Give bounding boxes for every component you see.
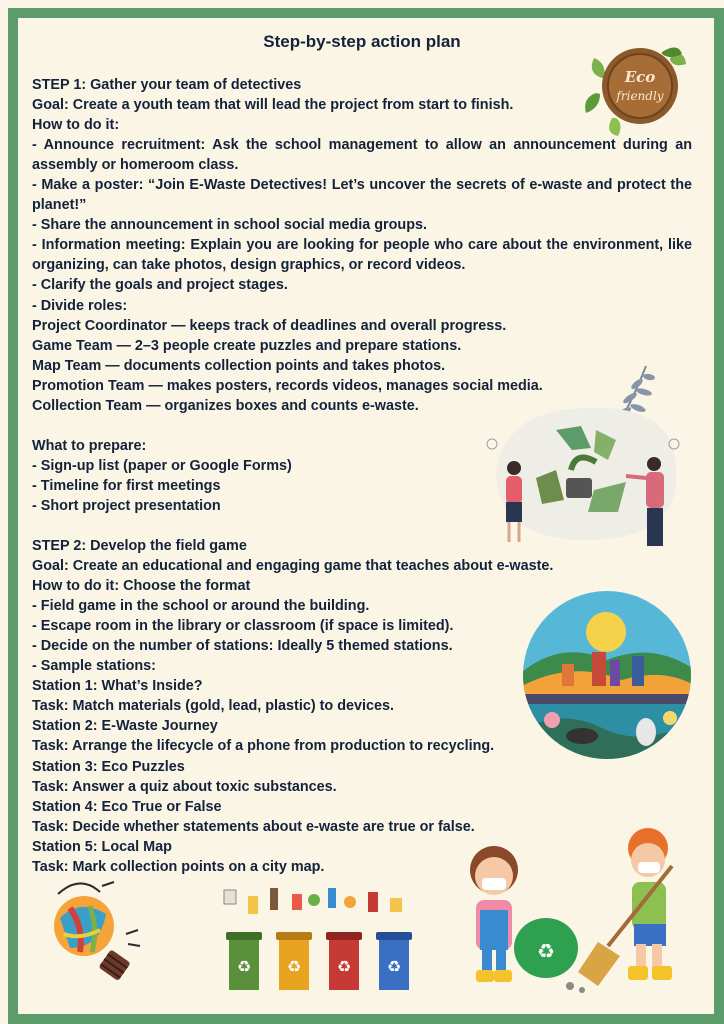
svg-text:♻: ♻: [386, 957, 402, 976]
step2-goal: Goal: Create an educational and engaging game that teaches about e-waste.: [32, 558, 554, 575]
step1-item: - Information meeting: Explain you are looking for people who care about the environment, like organizing, can take photos, design graphics, or record videos.: [32, 237, 692, 274]
step2-item: - Decide on the number of stations: Ideally 5 themed stations.: [32, 638, 453, 655]
step1-item: - Share the announcement in school social media groups.: [32, 217, 428, 234]
station-task: Task: Arrange the lifecycle of a phone from production to recycling.: [32, 738, 495, 755]
station-name: Station 5: Local Map: [32, 838, 172, 855]
recycling-bins-icon: [218, 880, 426, 996]
station-task: Task: Decide whether statements about e-waste are true or false.: [32, 818, 475, 835]
step1-heading: STEP 1: Gather your team of detectives: [32, 77, 302, 93]
prepare-item: - Timeline for first meetings: [32, 477, 221, 494]
badge-text-friendly: friendly: [616, 89, 664, 103]
role-item: Collection Team — organizes boxes and counts e-waste.: [32, 397, 419, 414]
role-item: Game Team — 2–3 people create puzzles and prepare stations.: [32, 337, 462, 354]
role-item: Project Coordinator — keeps track of deadlines and overall progress.: [32, 317, 507, 334]
svg-text:♻: ♻: [336, 957, 352, 976]
station-name: Station 2: E-Waste Journey: [32, 718, 218, 735]
lightbulb-icon: [40, 878, 144, 990]
badge-text-eco: Eco: [624, 68, 656, 86]
station-name: Station 1: What’s Inside?: [32, 678, 203, 695]
prepare-item: - Short project presentation: [32, 497, 221, 514]
role-item: Map Team — documents collection points and takes photos.: [32, 357, 446, 374]
step1-item: - Clarify the goals and project stages.: [32, 277, 288, 294]
recycling-people-illustration: [476, 390, 686, 550]
eco-city-circle-illustration: [522, 590, 692, 760]
step2-item: - Escape room in the library or classroom (if space is limited).: [32, 618, 454, 635]
step2-item: - Sample stations:: [32, 658, 156, 675]
step2-heading: STEP 2: Develop the field game: [32, 537, 247, 554]
step1-goal: Goal: Create a youth team that will lead the project from start to finish.: [32, 97, 514, 114]
station-name: Station 4: Eco True or False: [32, 798, 222, 815]
step2-how: How to do it: Choose the format: [32, 578, 251, 595]
step1-how: How to do it:: [32, 117, 120, 134]
step1-item: - Divide roles:: [32, 297, 128, 314]
step1-item: - Make a poster: “Join E-Waste Detectives! Let’s uncover the secrets of e-waste and protect the planet!”: [32, 177, 692, 214]
page-title: Step-by-step action plan: [263, 32, 461, 51]
svg-text:♻: ♻: [537, 939, 555, 963]
svg-text:♻: ♻: [286, 957, 302, 976]
kids-cleaning-illustration: [448, 826, 696, 996]
station-task: Task: Mark collection points on a city map.: [32, 858, 325, 875]
prepare-item: - Sign-up list (paper or Google Forms): [32, 457, 292, 474]
station-task: Task: Answer a quiz about toxic substances.: [32, 778, 337, 795]
step2-item: - Field game in the school or around the building.: [32, 598, 370, 615]
svg-text:♻: ♻: [236, 957, 252, 976]
station-task: Task: Match materials (gold, lead, plastic) to devices.: [32, 698, 395, 715]
prepare-heading: What to prepare:: [32, 437, 147, 454]
role-item: Promotion Team — makes posters, records videos, manages social media.: [32, 377, 543, 394]
step1-item: - Announce recruitment: Ask the school management to allow an announcement during an assembly or homeroom class.: [32, 137, 692, 174]
station-name: Station 3: Eco Puzzles: [32, 758, 185, 775]
